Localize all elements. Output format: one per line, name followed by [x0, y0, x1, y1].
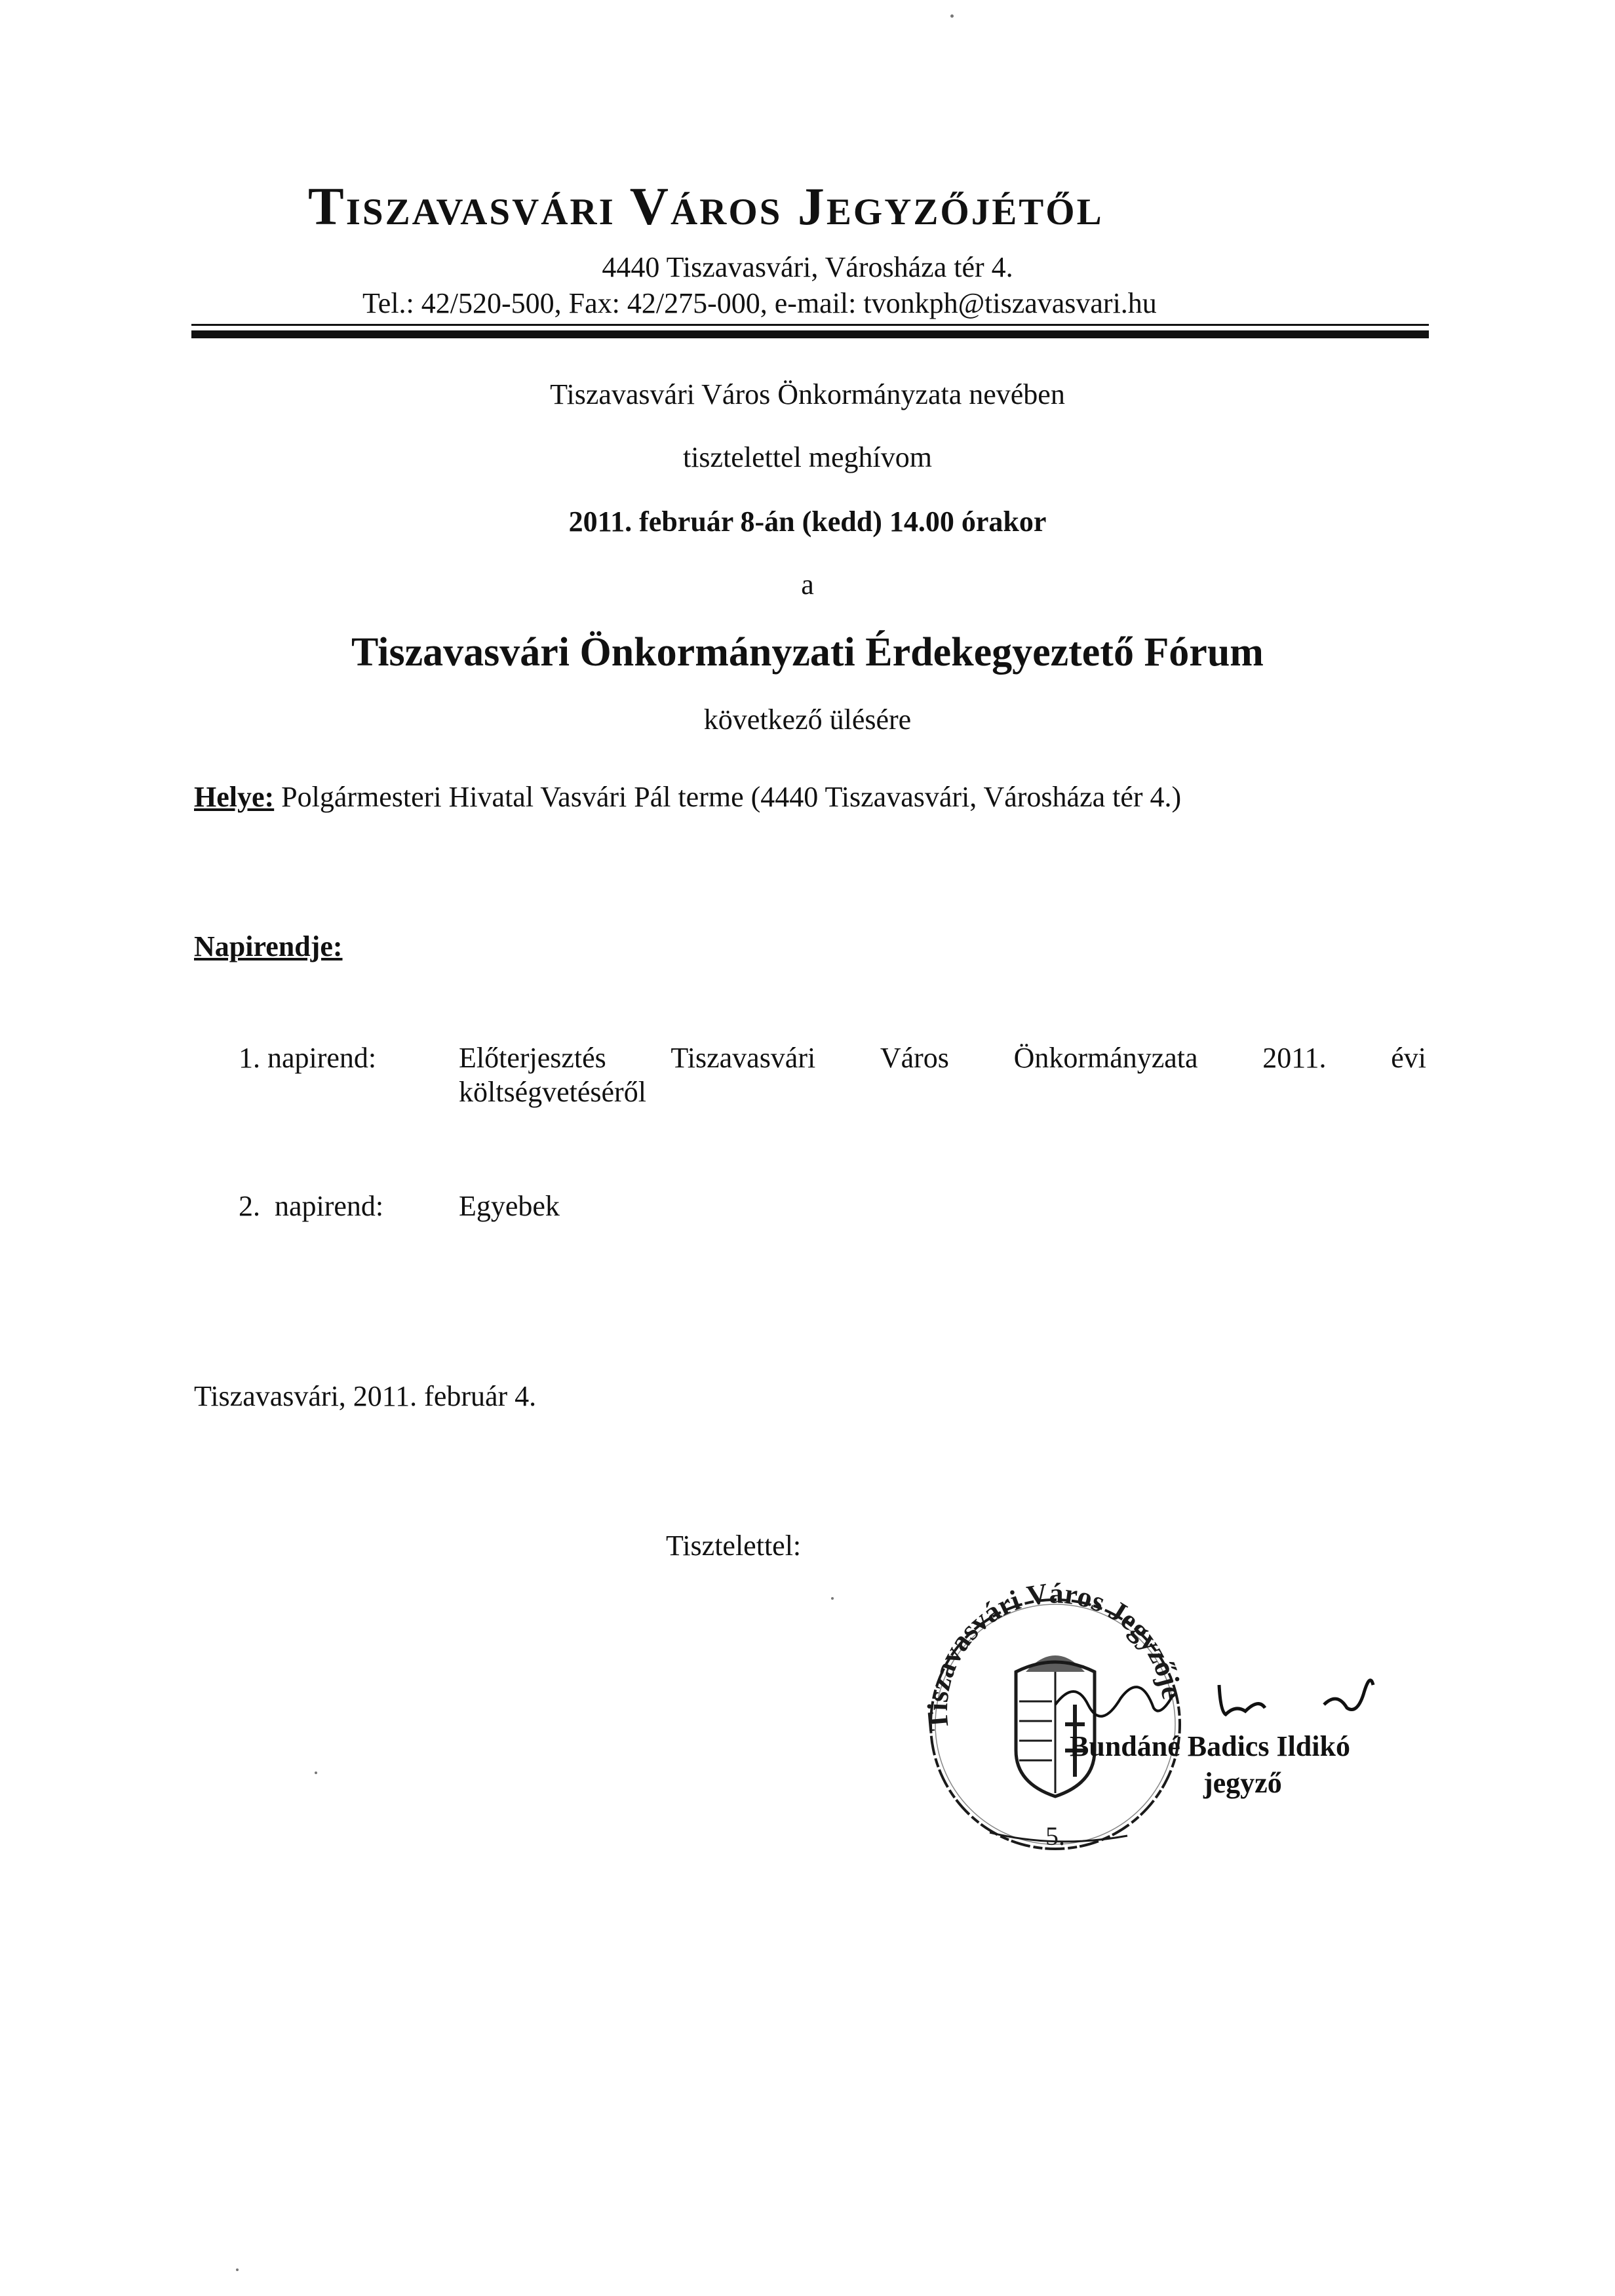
- scan-speck: [315, 1771, 317, 1774]
- letterhead-contact: Tel.: 42/520-500, Fax: 42/275-000, e-mail: tvonkph@tiszavasvari.hu: [362, 287, 1157, 319]
- invitation-article: a: [801, 568, 814, 601]
- agenda-item-1-word: Tiszavasvári: [671, 1042, 816, 1074]
- handwritten-signature: [1049, 1659, 1390, 1731]
- scan-speck: [236, 2268, 239, 2271]
- agenda-item-1-text: [459, 1041, 1426, 1075]
- agenda-heading: Napirendje:: [194, 930, 343, 962]
- closing-text: Tisztelettel:: [666, 1530, 802, 1562]
- invitation-line-2: tisztelettel meghívom: [682, 441, 932, 473]
- scan-speck: [831, 1597, 834, 1600]
- invitation-line-1: Tiszavasvári Város Önkormányzata nevében: [550, 378, 1065, 410]
- signatory-name-prefix: Bundáné: [1070, 1730, 1180, 1762]
- letterhead-divider-thin: [191, 324, 1429, 326]
- letterhead-divider-thick: [191, 330, 1429, 338]
- agenda-item-1-word: évi: [1391, 1042, 1426, 1074]
- signatory-title: jegyző: [1203, 1767, 1282, 1799]
- stamp-text: Tiszavasvári Város Jegyzője: [921, 1577, 1188, 1732]
- letterhead-title: Tiszavasvári Város Jegyzőjétől: [308, 176, 1104, 236]
- agenda-item-1-word: 2011.: [1262, 1042, 1327, 1074]
- venue-text: Polgármesteri Hivatal Vasvári Pál terme (4440 Tiszavasvári, Városháza tér 4.): [281, 781, 1182, 813]
- agenda-item-1-word: Önkormányzata: [1013, 1042, 1198, 1074]
- agenda-item-2-text: Egyebek: [459, 1190, 560, 1222]
- scan-speck: [950, 14, 954, 18]
- agenda-item-1-word: Előterjesztés: [459, 1042, 606, 1074]
- invitation-datetime: 2011. február 8-án (kedd) 14.00 órakor: [568, 505, 1047, 538]
- signatory-name: [1070, 1730, 1350, 1763]
- letterhead-address: 4440 Tiszavasvári, Városháza tér 4.: [602, 251, 1013, 283]
- forum-title: Tiszavasvári Önkormányzati Érdekegyeztető Fórum: [351, 630, 1264, 675]
- agenda-item-1-continuation: költségvetéséről: [459, 1076, 646, 1108]
- invitation-next-session: következő ülésére: [703, 703, 912, 736]
- venue-line: [194, 780, 1181, 814]
- agenda-item-1-label: 1. napirend:: [239, 1042, 377, 1074]
- agenda-item-2-label: 2. napirend:: [239, 1190, 384, 1222]
- agenda-item-1-word: Város: [880, 1042, 949, 1074]
- venue-label: Helye:: [194, 781, 275, 813]
- signatory-name-main: Badics Ildikó: [1187, 1730, 1350, 1762]
- stamp-number: 5.: [1045, 1821, 1065, 1851]
- date-place: Tiszavasvári, 2011. február 4.: [194, 1380, 537, 1412]
